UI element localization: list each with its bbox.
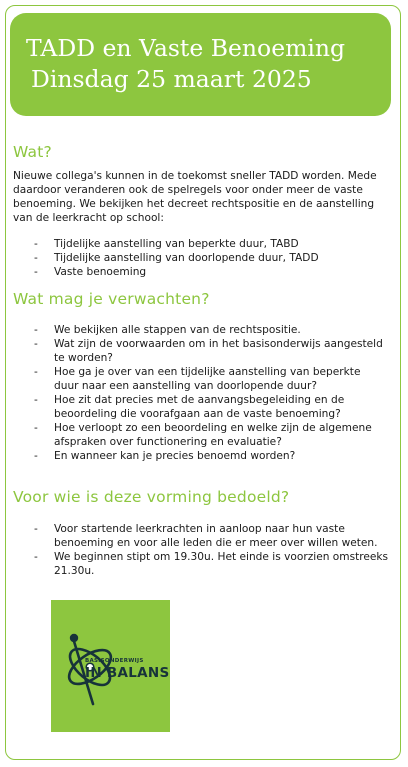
list-item: - Hoe ga je over van een tijdelijke aanstelling van beperkte duur naar een aanstelling van doorlopende duur? [34, 365, 386, 393]
logo-line-1: BASISONDERWIJS [85, 658, 144, 664]
list-item: - We beginnen stipt om 19.30u. Het einde is voorzien omstreeks 21.30u. [34, 550, 396, 578]
section-paragraph-wat: Nieuwe collega's kunnen in de toekomst sneller TADD worden. Mede daardoor veranderen ook de spelregels voor onder meer de vaste benoeming. We bekijken het decreet rechtspositie en de aanstelling van de leerkracht op school: [13, 170, 377, 224]
list-item: - Tijdelijke aanstelling van doorlopende duur, TADD [34, 251, 394, 265]
list-item: - Hoe zit dat precies met de aanvangsbegeleiding en de beoordeling die voorafgaan aan de vaste benoeming? [34, 393, 386, 421]
basisonderwijs-logo [51, 600, 170, 732]
list-item: - En wanneer kan je precies benoemd worden? [34, 449, 386, 463]
logo-line-2: IN BALANS [85, 665, 170, 681]
header-banner [10, 13, 391, 116]
list-item: - Wat zijn de voorwaarden om in het basisonderwijs aangesteld te worden? [34, 337, 386, 365]
section-heading-voorwie: Voor wie is deze vorming bedoeld? [13, 488, 290, 506]
list-item: - Vaste benoeming [34, 265, 394, 279]
title-line-1: TADD en Vaste Benoeming [26, 34, 346, 62]
list-verwachten [34, 323, 386, 463]
list-item: - Hoe verloopt zo een beoordeling en welke zijn de algemene afspraken over functionering en evaluatie? [34, 421, 386, 449]
list-voorwie [34, 522, 396, 578]
section-heading-wat: Wat? [13, 143, 52, 161]
list-item: - We bekijken alle stappen van de rechtspositie. [34, 323, 386, 337]
list-wat [34, 237, 394, 279]
list-item: - Tijdelijke aanstelling van beperkte duur, TABD [34, 237, 394, 251]
title-line-2: Dinsdag 25 maart 2025 [31, 65, 312, 93]
section-heading-verwachten: Wat mag je verwachten? [13, 290, 210, 308]
list-item: - Voor startende leerkrachten in aanloop naar hun vaste benoeming en voor alle leden die er meer over willen weten. [34, 522, 396, 550]
